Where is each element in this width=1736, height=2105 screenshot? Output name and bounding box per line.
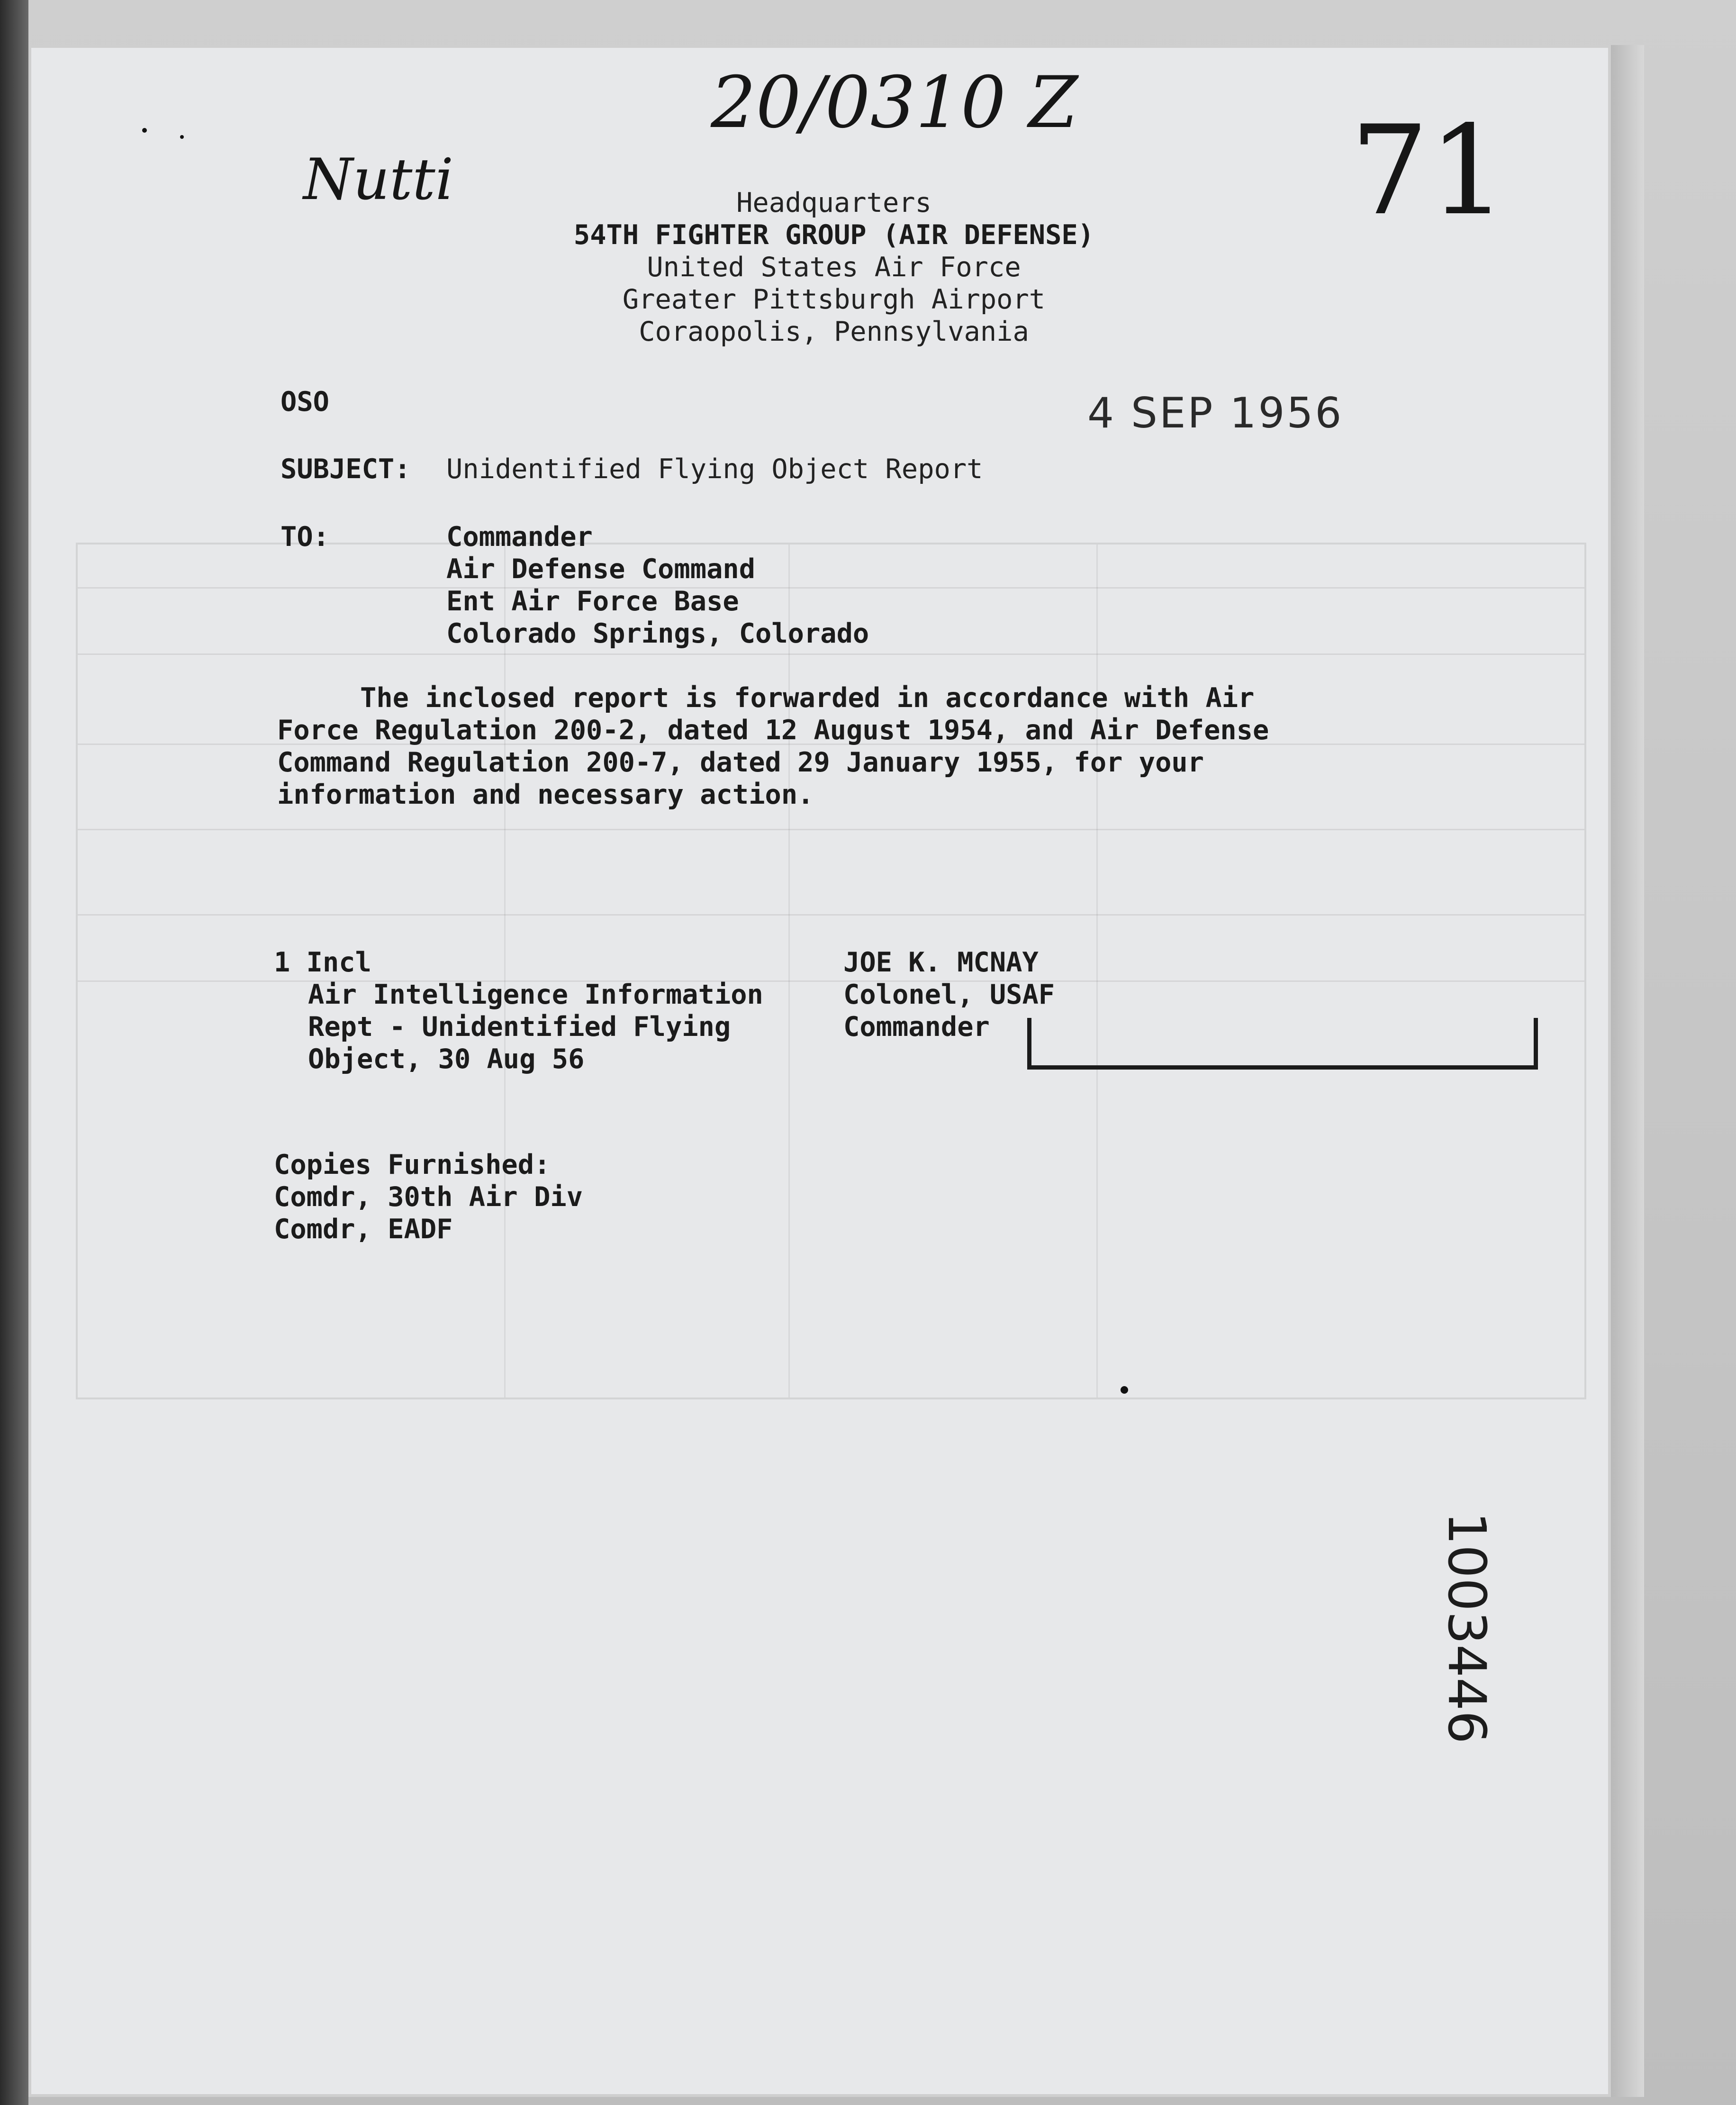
inclosure-line: Air Intelligence Information: [308, 979, 763, 1010]
copies-label: Copies Furnished:: [274, 1149, 551, 1180]
ink-dot: [1121, 1386, 1128, 1394]
handwritten-page-number: 71: [1350, 100, 1507, 243]
copies-line: Comdr, EADF: [274, 1214, 453, 1245]
inclosure-line: Rept - Unidentified Flying: [308, 1011, 731, 1043]
body-line: The inclosed report is forwarded in accordance with Air: [360, 682, 1255, 714]
handwritten-file-number: 20/0310 Z: [711, 62, 1078, 144]
office-symbol: OSO: [280, 386, 329, 417]
signature-title: Commander: [843, 1011, 990, 1043]
document-page: [28, 45, 1611, 2097]
letterhead-headquarters: Headquarters: [736, 187, 931, 218]
ink-dot: [180, 135, 184, 139]
addressee-line: Ent Air Force Base: [446, 586, 739, 617]
handwritten-initials: Nutti: [303, 147, 454, 213]
letterhead-unit: 54TH FIGHTER GROUP (AIR DEFENSE): [573, 219, 1094, 251]
body-line: Command Regulation 200-7, dated 29 January 1955, for your: [277, 747, 1204, 778]
scan-left-edge: [0, 0, 28, 2105]
signature-bracket: [1027, 1018, 1538, 1070]
signature-rank: Colonel, USAF: [843, 979, 1055, 1010]
inclosure-line: Object, 30 Aug 56: [308, 1043, 585, 1075]
addressee-line: Air Defense Command: [446, 553, 756, 585]
subject-text: Unidentified Flying Object Report: [446, 454, 983, 485]
letterhead-location: Greater Pittsburgh Airport: [622, 284, 1046, 315]
addressee-line: Commander: [446, 521, 593, 553]
inclosure-line: 1 Incl: [274, 947, 371, 978]
subject-label: SUBJECT:: [280, 454, 411, 485]
to-label: TO:: [280, 521, 329, 553]
copies-line: Comdr, 30th Air Div: [274, 1181, 583, 1213]
body-line: information and necessary action.: [277, 779, 814, 810]
body-line: Force Regulation 200-2, dated 12 August 1954, and Air Defense: [277, 715, 1269, 746]
addressee-line: Colorado Springs, Colorado: [446, 618, 869, 649]
letterhead-city: Coraopolis, Pennsylvania: [639, 316, 1029, 347]
letterhead-service: United States Air Force: [647, 252, 1021, 283]
scan-right-edge: [1611, 45, 1644, 2097]
archive-number: 1003446: [1437, 1512, 1497, 1744]
ink-dot: [142, 128, 147, 133]
date-stamp: 4 SEP 1956: [1087, 389, 1344, 437]
signature-name: JOE K. MCNAY: [843, 947, 1039, 978]
